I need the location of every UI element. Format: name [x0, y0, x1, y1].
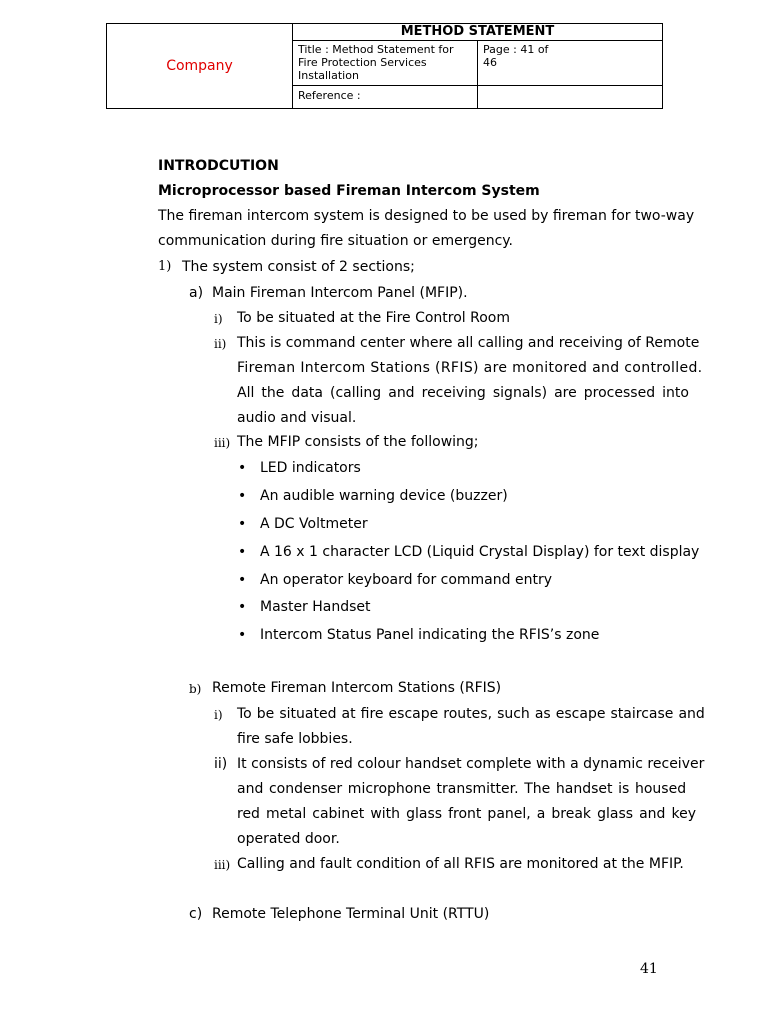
reference-label: Reference : [293, 86, 478, 109]
item-a-ii-line-1-text: This is command center where all calling and receiving of Remote [237, 335, 700, 351]
item-b-label: b) [189, 682, 202, 696]
item-b-ii-line-3: red metal cabinet with glass front panel, a break glass and key [237, 806, 696, 822]
item-a-label: a) [189, 285, 204, 301]
doc-type-title: METHOD STATEMENT [293, 24, 663, 41]
intro-line-1: The fireman intercom system is designed to be used by fireman for two-way [158, 208, 695, 224]
bullet-4-text: A 16 x 1 character LCD (Liquid Crystal Display) for text display [260, 544, 700, 560]
item-a-text: Main Fireman Intercom Panel (MFIP). [212, 285, 468, 301]
item-a-i-number: i) [214, 312, 223, 326]
item-1-text: The system consist of 2 sections; [182, 259, 415, 275]
bullet-5-text: An operator keyboard for command entry [260, 572, 552, 588]
intro-line-2: communication during fire situation or emergency. [158, 233, 514, 249]
section-heading: INTRODCUTION [158, 158, 279, 174]
bullet-1-marker: • [238, 460, 247, 476]
item-b-text: Remote Fireman Intercom Stations (RFIS) [212, 680, 502, 696]
item-b-i-number: i) [214, 708, 223, 722]
bullet-7-marker: • [238, 627, 247, 643]
document-header [106, 23, 663, 109]
item-b-iii-number: iii) [214, 858, 231, 872]
item-a-ii-line-4: audio and visual. [237, 410, 357, 426]
item-b-ii-number: ii) [214, 756, 228, 772]
company-name: Company [107, 24, 293, 109]
item-c-label: c) [189, 906, 203, 922]
page-info-line1: Page : 41 of [483, 43, 549, 56]
item-a-iii-number: iii) [214, 436, 231, 450]
item-b-ii-line-4: operated door. [237, 831, 340, 847]
page-number: 41 [640, 961, 658, 977]
page-info [478, 41, 663, 86]
item-a-ii-line-2: Fireman Intercom Stations (RFIS) are monitored and controlled. [237, 360, 703, 376]
item-b-ii-line-2: and condenser microphone transmitter. The handset is housed [237, 781, 687, 797]
item-a-ii-line-3: All the data (calling and receiving signals) are processed into [237, 385, 689, 401]
bullet-3-marker: • [238, 516, 247, 532]
bullet-2-text: An audible warning device (buzzer) [260, 488, 508, 504]
bullet-6-text: Master Handset [260, 599, 371, 615]
bullet-5-marker: • [238, 572, 247, 588]
item-a-i-text: To be situated at the Fire Control Room [237, 310, 511, 326]
document-title: Title : Method Statement for Fire Protection Services Installation [293, 41, 478, 86]
item-1-number: 1) [158, 259, 172, 274]
item-c-text: Remote Telephone Terminal Unit (RTTU) [212, 906, 490, 922]
bullet-1-text: LED indicators [260, 460, 361, 476]
bullet-2-marker: • [238, 488, 247, 504]
bullet-7-text: Intercom Status Panel indicating the RFIS’s zone [260, 627, 600, 643]
bullet-4-marker: • [238, 544, 247, 560]
page-info-line2: 46 [483, 56, 497, 69]
item-a-ii-number: ii) [214, 337, 227, 351]
item-a-iii-text: The MFIP consists of the following; [237, 434, 479, 450]
reference-value [478, 86, 663, 109]
item-a-ii-line-1 [237, 334, 699, 352]
item-b-ii-line-1: It consists of red colour handset complete with a dynamic receiver [237, 756, 705, 772]
item-b-iii-text: Calling and fault condition of all RFIS are monitored at the MFIP. [237, 856, 684, 872]
item-b-i-line-1: To be situated at fire escape routes, such as escape staircase and [237, 706, 705, 722]
section-subheading: Microprocessor based Fireman Intercom System [158, 183, 540, 199]
bullet-6-marker: • [238, 599, 247, 615]
bullet-3-text: A DC Voltmeter [260, 516, 368, 532]
item-b-i-line-2: fire safe lobbies. [237, 731, 353, 747]
